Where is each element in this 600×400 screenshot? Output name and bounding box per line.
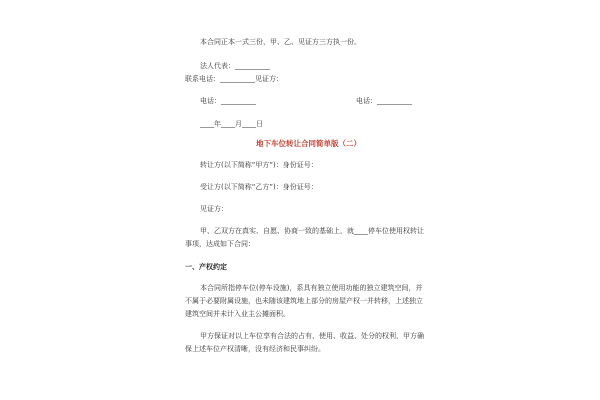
phone-field-right: 电话：__________ — [356, 97, 412, 105]
legal-representative-field: 法人代表：__________ — [200, 62, 270, 70]
contact-phone-field: 联系电话：__________见证方： — [185, 75, 283, 83]
section1-paragraph1-line-2: 不属于必要附属设施，也未随该建筑地上部分的房屋产权一并转移，上述独立 — [185, 297, 423, 305]
section-heading: 一、产权约定 — [185, 263, 227, 271]
document-title: 地下车位转让合同简单版（二） — [256, 139, 361, 148]
intro-paragraph-line-1: 甲、乙双方在真实、自愿、协商一致的基础上，就____停车位使用权转让 — [200, 227, 424, 235]
transferee-line: 受让方(以下简称“乙方”)：身份证号： — [200, 183, 318, 191]
section1-paragraph1-line-1: 本合同所指停车位(停车设施)，系具有独立使用功能的独立建筑空间，并 — [200, 284, 423, 292]
section1-paragraph2-line-1: 甲方保证对以上车位享有合法的占有、使用、收益、处分的权利，甲方确 — [200, 332, 424, 340]
section1-paragraph2-line-2: 保上述车位产权清晰，没有经济和民事纠纷。 — [185, 345, 325, 353]
phone-field-left: 电话：__________ — [200, 97, 256, 105]
transferor-line: 转让方(以下简称“甲方”)：身份证号： — [200, 161, 318, 169]
intro-paragraph-line-2: 事项，达成如下合同： — [185, 240, 255, 248]
witness-line: 见证方： — [200, 205, 228, 213]
copies-clause: 本合同正本一式三份，甲、乙、见证方三方执一份。 — [200, 38, 361, 46]
date-line: ____年____月____日 — [200, 120, 263, 128]
section1-paragraph1-line-3: 建筑空间并未计入业主公摊面积。 — [185, 310, 290, 318]
